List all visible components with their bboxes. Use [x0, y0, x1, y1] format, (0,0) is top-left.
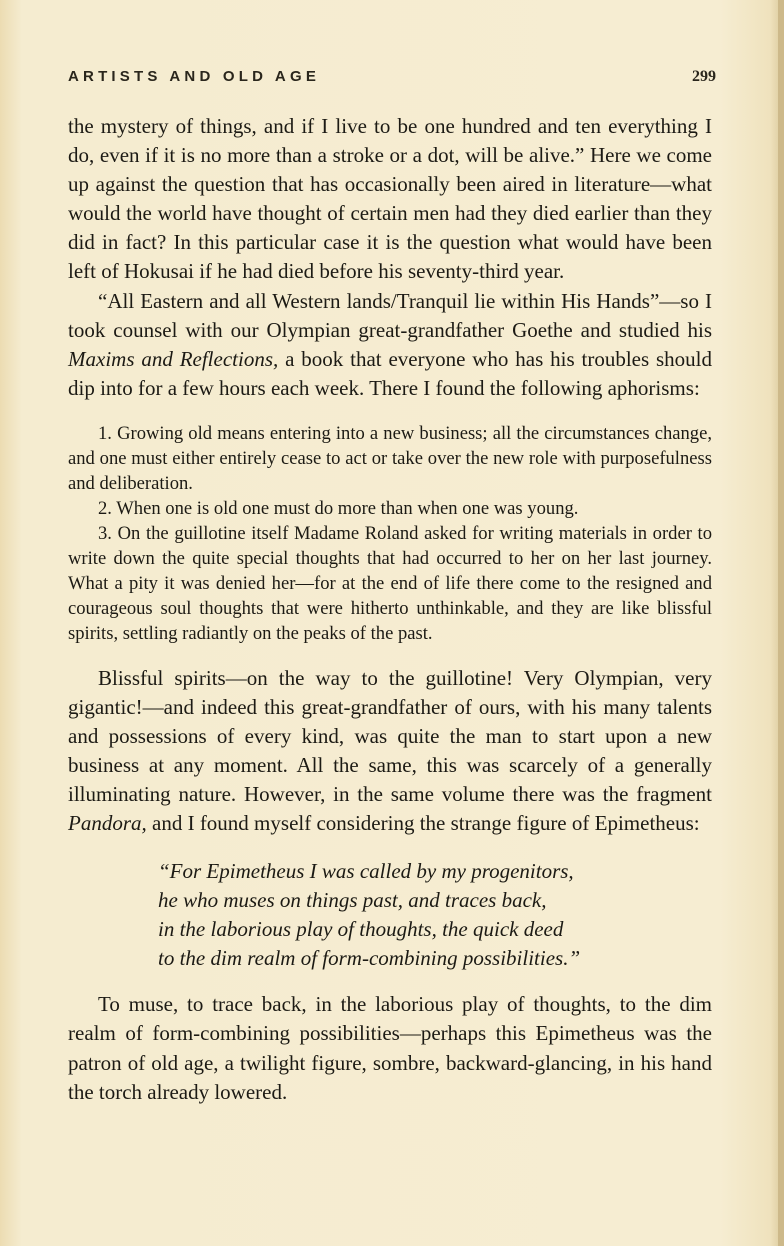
page-edge — [778, 0, 784, 1246]
paragraph-4 — [68, 990, 712, 1106]
verse-line-4: to the dim realm of form-combining possibilities.” — [158, 946, 581, 971]
paragraph-4-text: To muse, to trace back, in the laborious play of thoughts, to the dim realm of form-combining possibilities—perhaps this Epimetheus was the patron of old age, a twilight figure, sombre, backward-glancing, in his hand the torch already lowered. — [68, 992, 712, 1104]
aphorism-2: 2. When one is old one must do more than when one was young. — [98, 497, 579, 519]
verse-quote — [158, 857, 718, 974]
paragraph-2-text-b: a book that everyone who has his troubles should dip into for a few hours each week. There I found the following aphorisms: — [68, 346, 713, 400]
book-title-pandora: Pandora, — [68, 811, 147, 836]
aphorism-list — [68, 421, 712, 646]
aphorism-3: 3. On the guillotine itself Madame Roland asked for writing materials in order to write down the quite special thoughts that had occurred to her on her last journey. What a pity it was denied her—for at the end of life there come to the resigned and courageous soul thoughts that were hitherto unthinkable, and they are like blissful spirits, settling radiantly on the peaks of the past. — [68, 522, 712, 644]
verse-line-2: he who muses on things past, and traces back, — [158, 887, 547, 912]
paragraph-1-text: the mystery of things, and if I live to be one hundred and ten everything I do, even if it is no more than a stroke or a dot, will be alive.” Here we come up against the question that has occasionally been aired in literature—what would the world have thought of certain men had they died earlier than they did in fact? In this particular case it is the question what would have been left of Hokusai if he had died before his seventy-third year. — [68, 114, 712, 284]
aphorism-1: 1. Growing old means entering into a new business; all the circumstances change, and one must either entirely cease to act or take over the new role with purposefulness and deliberation. — [68, 422, 712, 494]
page-body — [68, 112, 712, 1107]
verse-line-3: in the laborious play of thoughts, the quick deed — [158, 916, 564, 941]
paragraph-2-text-a: “All Eastern and all Western lands/Tranquil lie within His Hands”—so I took counsel with our Olympian great-grandfather Goethe and studied his — [68, 288, 712, 342]
verse-line-1: “For Epimetheus I was called by my progenitors, — [158, 858, 574, 883]
book-title-maxims: Maxims and Reflections, — [68, 346, 279, 371]
page-number: 299 — [692, 68, 716, 85]
paragraph-3 — [68, 664, 712, 839]
page-header — [68, 68, 716, 92]
paragraph-3-text-a: Blissful spirits—on the way to the guillotine! Very Olympian, very gigantic!—and indeed this great-grandfather of ours, with his many talents and possessions of every kind, was quite the man to start upon a new business at any moment. All the same, this was scarcely of a generally illuminating nature. However, in the same volume there was the fragment — [68, 665, 712, 807]
running-head: ARTISTS AND OLD AGE — [68, 68, 321, 85]
paragraph-1 — [68, 112, 712, 287]
paragraph-3-text-b: and I found myself considering the strange figure of Epimetheus: — [146, 811, 700, 836]
paragraph-2 — [68, 287, 712, 403]
